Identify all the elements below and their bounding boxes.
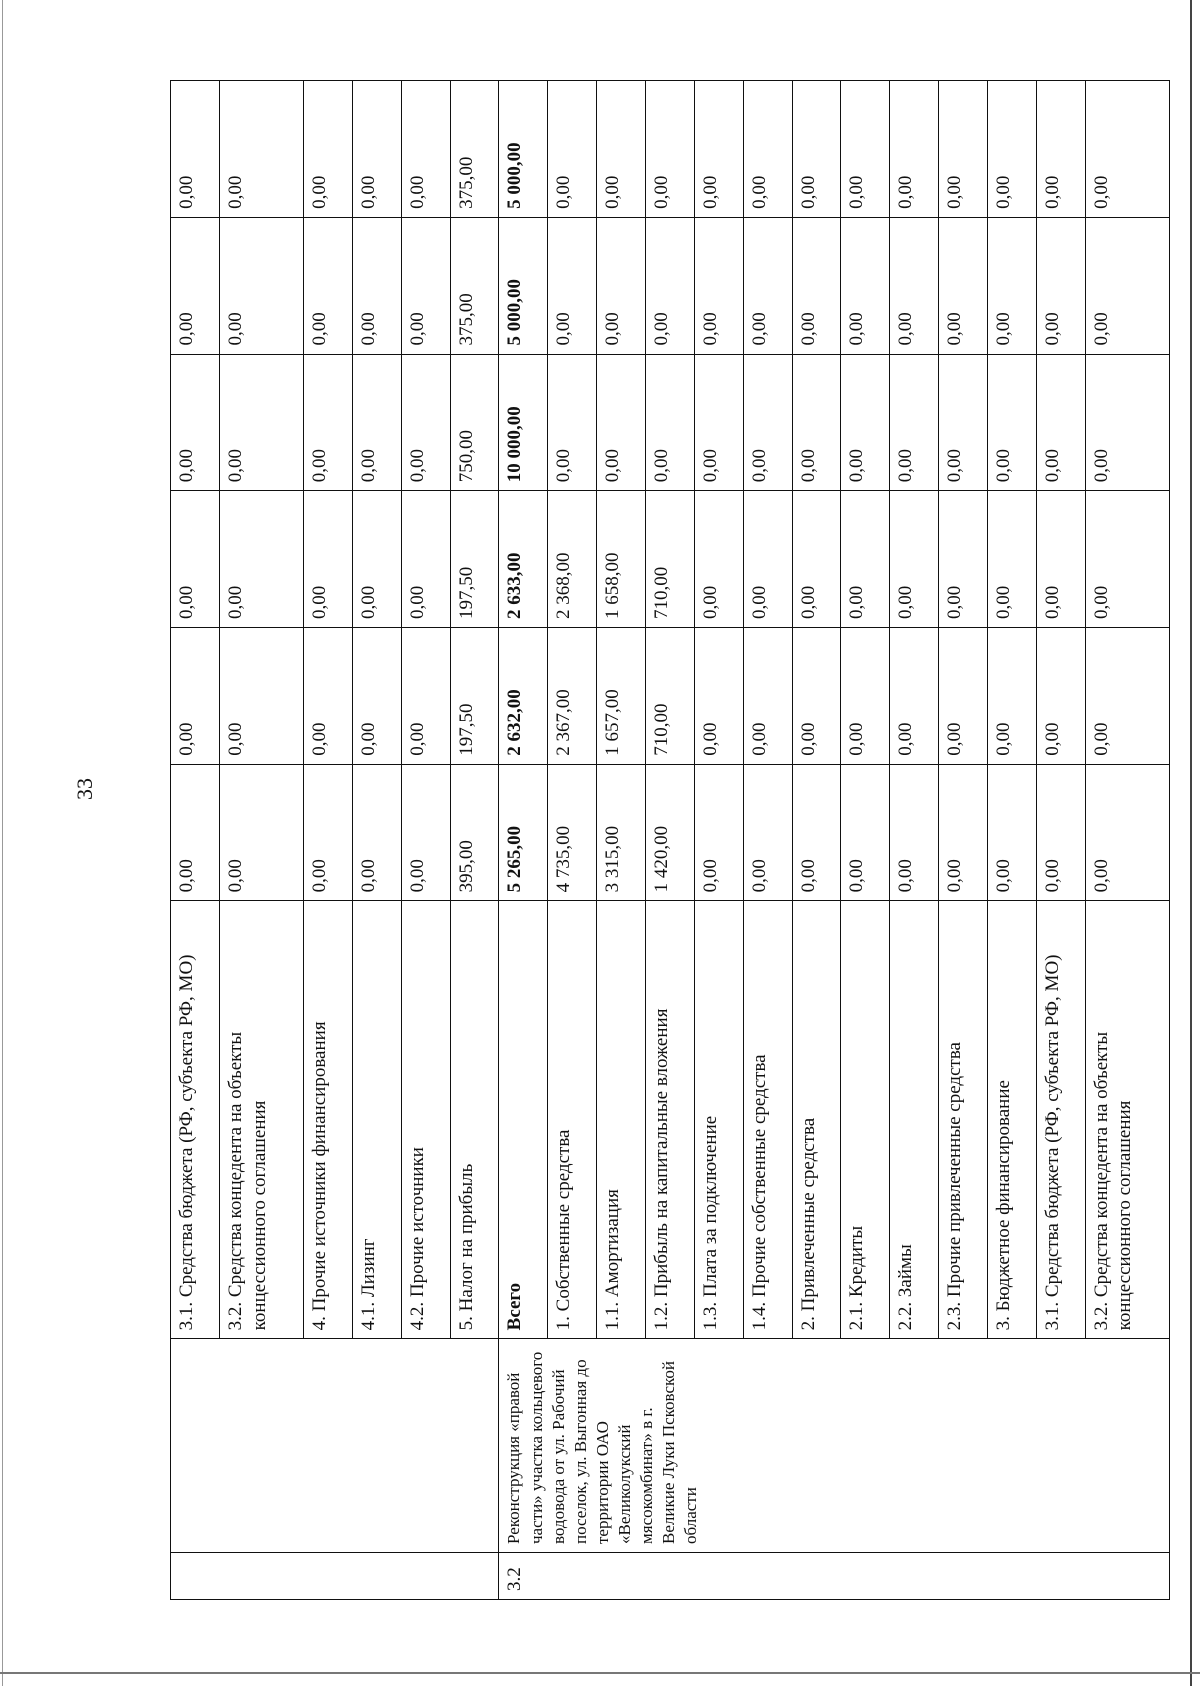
source-label: Всего	[499, 901, 548, 1339]
value-cell: 0,00	[743, 217, 792, 354]
value-cell: 0,00	[171, 81, 220, 218]
value-cell: 0,00	[841, 81, 890, 218]
value-cell: 0,00	[548, 81, 597, 218]
value-cell: 375,00	[450, 217, 499, 354]
value-cell: 0,00	[171, 491, 220, 628]
value-cell: 0,00	[792, 764, 841, 901]
value-cell: 0,00	[987, 764, 1036, 901]
value-cell: 0,00	[352, 764, 401, 901]
value-cell: 0,00	[1036, 627, 1085, 764]
value-cell: 1 658,00	[597, 491, 646, 628]
value-cell: 0,00	[890, 491, 939, 628]
value-cell: 375,00	[450, 81, 499, 218]
value-cell: 0,00	[352, 217, 401, 354]
number-cell-empty	[171, 1553, 499, 1600]
rotated-table-wrapper	[170, 80, 1170, 1600]
table-body	[171, 81, 1170, 1600]
value-cell: 0,00	[890, 354, 939, 491]
value-cell: 750,00	[450, 354, 499, 491]
value-cell: 0,00	[841, 354, 890, 491]
value-cell: 0,00	[352, 627, 401, 764]
value-cell: 0,00	[219, 81, 303, 218]
source-label: 1.2. Прибыль на капитальные вложения	[646, 901, 695, 1339]
value-cell: 0,00	[939, 627, 988, 764]
value-cell: 0,00	[694, 81, 743, 218]
source-label: 3.2. Средства концедента на объекты концессионного соглашения	[1085, 901, 1169, 1339]
table-row	[499, 81, 548, 1600]
value-cell: 0,00	[743, 627, 792, 764]
value-cell: 5 000,00	[499, 217, 548, 354]
value-cell: 0,00	[304, 491, 353, 628]
value-cell: 0,00	[597, 354, 646, 491]
page-edge-left	[2, 0, 3, 1686]
value-cell: 0,00	[219, 627, 303, 764]
value-cell: 0,00	[987, 491, 1036, 628]
value-cell: 0,00	[1036, 217, 1085, 354]
value-cell: 0,00	[792, 81, 841, 218]
value-cell: 0,00	[841, 764, 890, 901]
value-cell: 2 368,00	[548, 491, 597, 628]
value-cell: 395,00	[450, 764, 499, 901]
value-cell: 0,00	[597, 217, 646, 354]
value-cell: 0,00	[401, 81, 450, 218]
value-cell: 0,00	[987, 627, 1036, 764]
value-cell: 0,00	[792, 491, 841, 628]
value-cell: 0,00	[792, 217, 841, 354]
value-cell: 0,00	[890, 627, 939, 764]
value-cell: 0,00	[646, 217, 695, 354]
value-cell: 0,00	[743, 764, 792, 901]
source-label: 3.1. Средства бюджета (РФ, субъекта РФ, МО)	[1036, 901, 1085, 1339]
value-cell: 0,00	[694, 627, 743, 764]
value-cell: 0,00	[401, 491, 450, 628]
source-label: 2.2. Займы	[890, 901, 939, 1339]
value-cell: 0,00	[987, 354, 1036, 491]
value-cell: 0,00	[304, 217, 353, 354]
value-cell: 710,00	[646, 491, 695, 628]
value-cell: 0,00	[890, 217, 939, 354]
value-cell: 0,00	[401, 217, 450, 354]
value-cell: 1 420,00	[646, 764, 695, 901]
value-cell: 0,00	[841, 627, 890, 764]
page-edge-right	[1190, 0, 1192, 1686]
page-edge-bottom	[0, 1672, 1200, 1674]
source-label: 1.1. Амортизация	[597, 901, 646, 1339]
value-cell: 0,00	[219, 764, 303, 901]
value-cell: 2 367,00	[548, 627, 597, 764]
value-cell: 0,00	[939, 217, 988, 354]
value-cell: 2 633,00	[499, 491, 548, 628]
value-cell: 0,00	[304, 81, 353, 218]
source-label: 5. Налог на прибыль	[450, 901, 499, 1339]
source-label: 3. Бюджетное финансирование	[987, 901, 1036, 1339]
value-cell: 0,00	[171, 354, 220, 491]
value-cell: 0,00	[1036, 354, 1085, 491]
value-cell: 0,00	[743, 81, 792, 218]
value-cell: 0,00	[939, 354, 988, 491]
value-cell: 0,00	[890, 764, 939, 901]
source-label: 4.1. Лизинг	[352, 901, 401, 1339]
value-cell: 0,00	[1036, 81, 1085, 218]
value-cell: 0,00	[694, 491, 743, 628]
value-cell: 5 000,00	[499, 81, 548, 218]
source-label: 1.4. Прочие собственные средства	[743, 901, 792, 1339]
value-cell: 0,00	[401, 627, 450, 764]
value-cell: 0,00	[219, 491, 303, 628]
value-cell: 0,00	[694, 354, 743, 491]
value-cell: 0,00	[694, 764, 743, 901]
value-cell: 0,00	[352, 81, 401, 218]
value-cell: 3 315,00	[597, 764, 646, 901]
value-cell: 710,00	[646, 627, 695, 764]
value-cell: 0,00	[987, 217, 1036, 354]
value-cell: 0,00	[939, 764, 988, 901]
value-cell: 0,00	[171, 627, 220, 764]
value-cell: 4 735,00	[548, 764, 597, 901]
value-cell: 0,00	[743, 354, 792, 491]
value-cell: 0,00	[1036, 491, 1085, 628]
value-cell: 0,00	[646, 81, 695, 218]
source-label: 3.1. Средства бюджета (РФ, субъекта РФ, МО)	[171, 901, 220, 1339]
value-cell: 0,00	[219, 354, 303, 491]
object-cell-empty	[171, 1339, 499, 1553]
value-cell: 0,00	[1085, 627, 1169, 764]
value-cell: 0,00	[987, 81, 1036, 218]
value-cell: 0,00	[304, 354, 353, 491]
value-cell: 0,00	[939, 81, 988, 218]
value-cell: 0,00	[743, 491, 792, 628]
value-cell: 0,00	[401, 764, 450, 901]
value-cell: 197,50	[450, 627, 499, 764]
value-cell: 0,00	[352, 491, 401, 628]
value-cell: 0,00	[1085, 217, 1169, 354]
source-label: 4.2. Прочие источники	[401, 901, 450, 1339]
financing-table	[170, 80, 1170, 1600]
value-cell: 2 632,00	[499, 627, 548, 764]
source-label: 3.2. Средства концедента на объекты концессионного соглашения	[219, 901, 303, 1339]
value-cell: 0,00	[1085, 491, 1169, 628]
value-cell: 0,00	[1036, 764, 1085, 901]
table-row	[171, 81, 220, 1600]
value-cell: 0,00	[841, 491, 890, 628]
source-label: 4. Прочие источники финансирования	[304, 901, 353, 1339]
value-cell: 5 265,00	[499, 764, 548, 901]
value-cell: 1 657,00	[597, 627, 646, 764]
value-cell: 0,00	[792, 627, 841, 764]
source-label: 1. Собственные средства	[548, 901, 597, 1339]
value-cell: 0,00	[646, 354, 695, 491]
value-cell: 0,00	[792, 354, 841, 491]
value-cell: 0,00	[1085, 764, 1169, 901]
source-label: 1.3. Плата за подключение	[694, 901, 743, 1339]
value-cell: 0,00	[890, 81, 939, 218]
value-cell: 0,00	[841, 217, 890, 354]
value-cell: 0,00	[548, 354, 597, 491]
value-cell: 0,00	[171, 217, 220, 354]
source-label: 2. Привлеченные средства	[792, 901, 841, 1339]
page-number: 33	[72, 778, 97, 800]
value-cell: 0,00	[597, 81, 646, 218]
value-cell: 0,00	[401, 354, 450, 491]
value-cell: 0,00	[304, 627, 353, 764]
value-cell: 197,50	[450, 491, 499, 628]
value-cell: 0,00	[548, 217, 597, 354]
value-cell: 0,00	[1085, 81, 1169, 218]
value-cell: 0,00	[304, 764, 353, 901]
value-cell: 0,00	[939, 491, 988, 628]
value-cell: 0,00	[694, 217, 743, 354]
object-number: 3.2	[499, 1553, 1170, 1600]
value-cell: 0,00	[352, 354, 401, 491]
value-cell: 0,00	[171, 764, 220, 901]
source-label: 2.3. Прочие привлеченные средства	[939, 901, 988, 1339]
source-label: 2.1. Кредиты	[841, 901, 890, 1339]
value-cell: 0,00	[219, 217, 303, 354]
value-cell: 0,00	[1085, 354, 1169, 491]
value-cell: 10 000,00	[499, 354, 548, 491]
object-name: Реконструкция «правой части» участка кольцевого водовода от ул. Рабочий поселок, ул. Выгонная до территории ОАО «Великолукский мясокомбинат» в г. Великие Луки Псковской области	[499, 1339, 1170, 1553]
